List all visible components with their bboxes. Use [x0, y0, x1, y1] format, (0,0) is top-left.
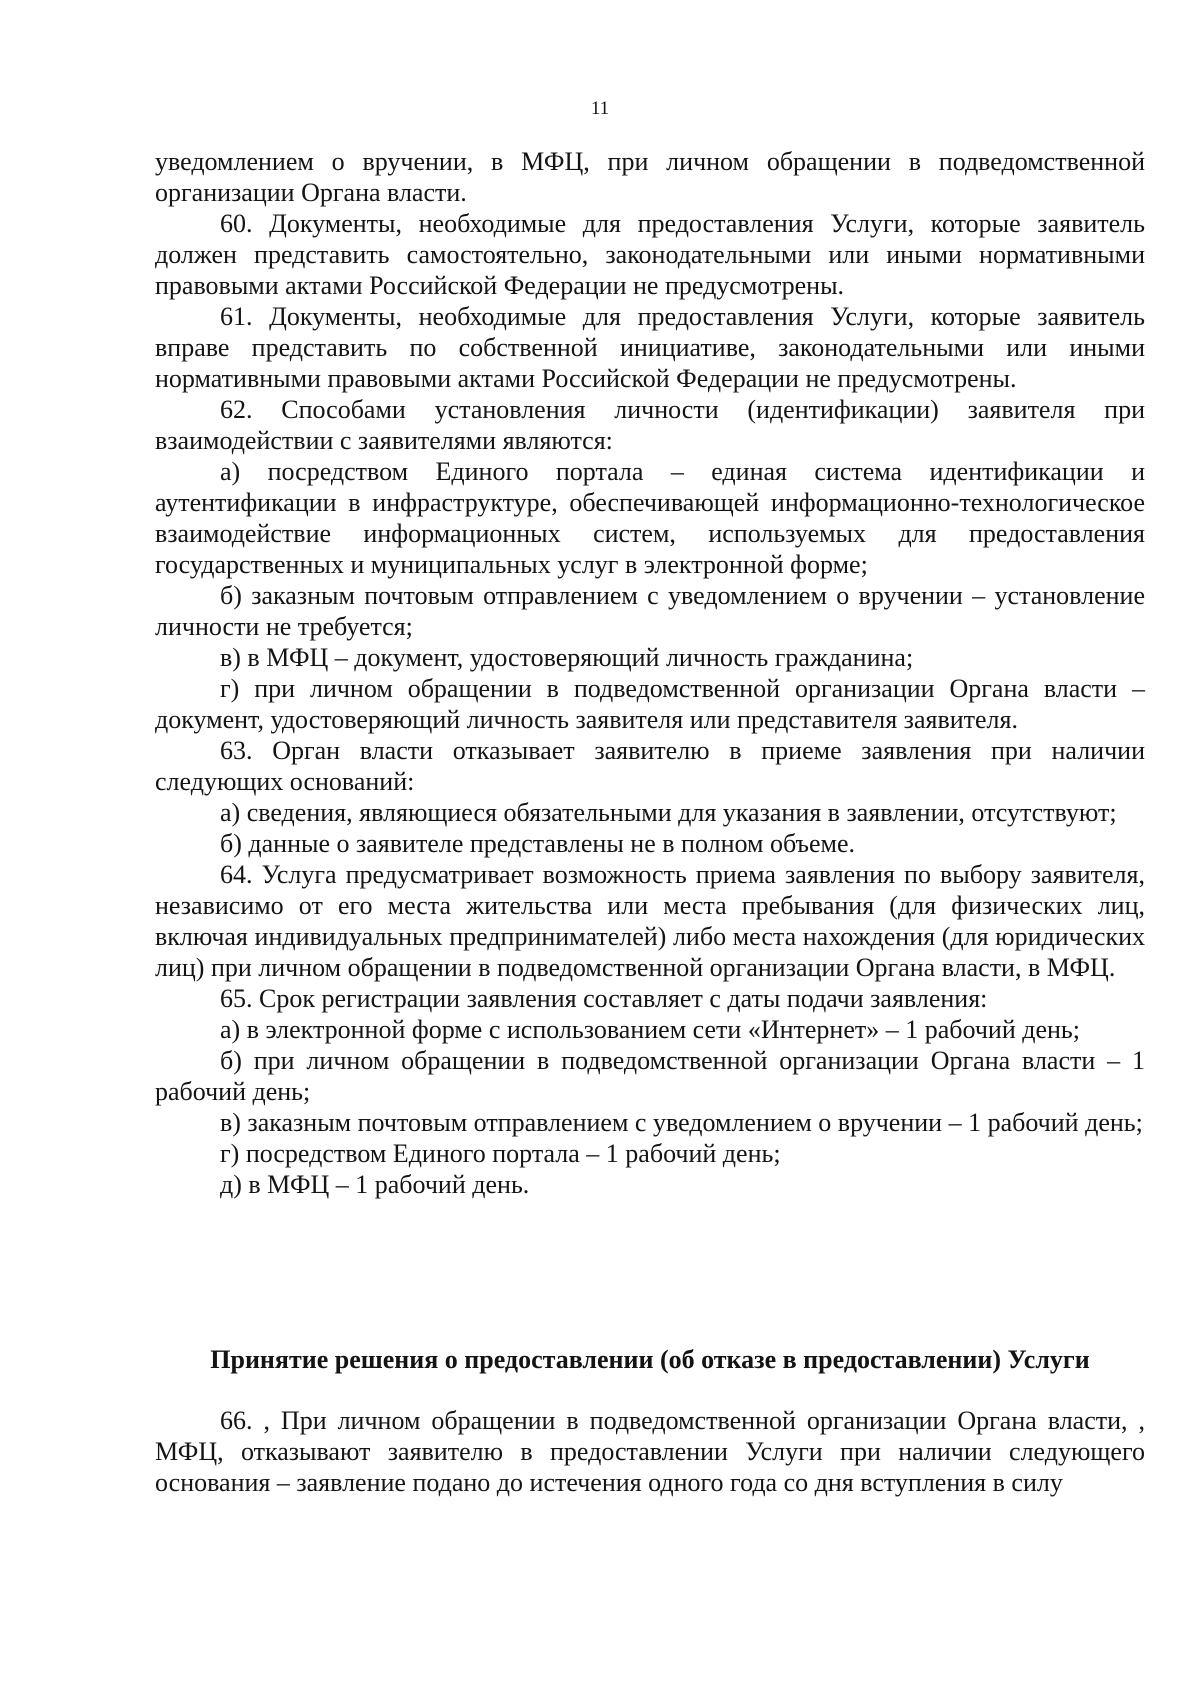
paragraph-62-g: г) при личном обращении в подведомственной организации Органа власти – документ, удостоверяющий личность заявителя или представителя заявителя. [155, 674, 1145, 734]
paragraph-continuation: уведомлением о вручении, в МФЦ, при личном обращении в подведомственной организации Органа власти. [155, 147, 1145, 207]
paragraph-61: 61. Документы, необходимые для предоставления Услуги, которые заявитель вправе представить по собственной инициативе, законодательными или иными нормативными правовыми актами Российской Федерации не предусмотрены. [155, 302, 1145, 393]
paragraph-65-v: в) заказным почтовым отправлением с уведомлением о вручении – 1 рабочий день; [220, 1108, 1143, 1137]
paragraph-62: 62. Способами установления личности (идентификации) заявителя при взаимодействии с заявителями являются: [155, 395, 1145, 455]
paragraph-60: 60. Документы, необходимые для предоставления Услуги, которые заявитель должен представить самостоятельно, законодательными или иными нормативными правовыми актами Российской Федерации не предусмотрены. [155, 209, 1145, 300]
paragraph-62-b: б) заказным почтовым отправлением с уведомлением о вручении – установление личности не требуется; [155, 581, 1145, 641]
paragraph-62-a: а) посредством Единого портала – единая система идентификации и аутентификации в инфраструктуре, обеспечивающей информационно-технологическое взаимодействие информационных систем, используемых для предоставления государственных и муниципальных услуг в электронной форме; [155, 457, 1145, 579]
paragraph-64: 64. Услуга предусматривает возможность приема заявления по выбору заявителя, независимо от его места жительства или места пребывания (для физических лиц, включая индивидуальных предпринимателей) либо места нахождения (для юридических лиц) при личном обращении в подведомственной организации Органа власти, в МФЦ. [155, 860, 1145, 982]
paragraph-65: 65. Срок регистрации заявления составляет с даты подачи заявления: [220, 984, 988, 1013]
paragraph-63-b: б) данные о заявителе представлены не в полном объеме. [220, 829, 856, 858]
paragraph-65-g: г) посредством Единого портала – 1 рабочий день; [220, 1139, 781, 1168]
section-heading: Принятие решения о предоставлении (об отказе в предоставлении) Услуги [210, 1345, 1090, 1374]
paragraph-63: 63. Орган власти отказывает заявителю в приеме заявления при наличии следующих оснований: [155, 736, 1145, 796]
paragraph-63-a: а) сведения, являющиеся обязательными для указания в заявлении, отсутствуют; [220, 798, 1117, 827]
final-text [155, 1405, 1145, 1498]
paragraph-65-d: д) в МФЦ – 1 рабочий день. [220, 1170, 530, 1199]
paragraph-62-v: в) в МФЦ – документ, удостоверяющий личность гражданина; [220, 643, 914, 672]
body-text [155, 146, 1145, 1200]
paragraph-66: 66. , При личном обращении в подведомственной организации Органа власти, , МФЦ, отказывают заявителю в предоставлении Услуги при наличии следующего основания – заявление подано до истечения одного года со дня вступления в силу [155, 1406, 1145, 1497]
paragraph-65-b: б) при личном обращении в подведомственной организации Органа власти – 1 рабочий день; [155, 1046, 1145, 1106]
paragraph-65-a: а) в электронной форме с использованием сети «Интернет» – 1 рабочий день; [220, 1015, 1080, 1044]
page-number: 11 [590, 98, 610, 119]
